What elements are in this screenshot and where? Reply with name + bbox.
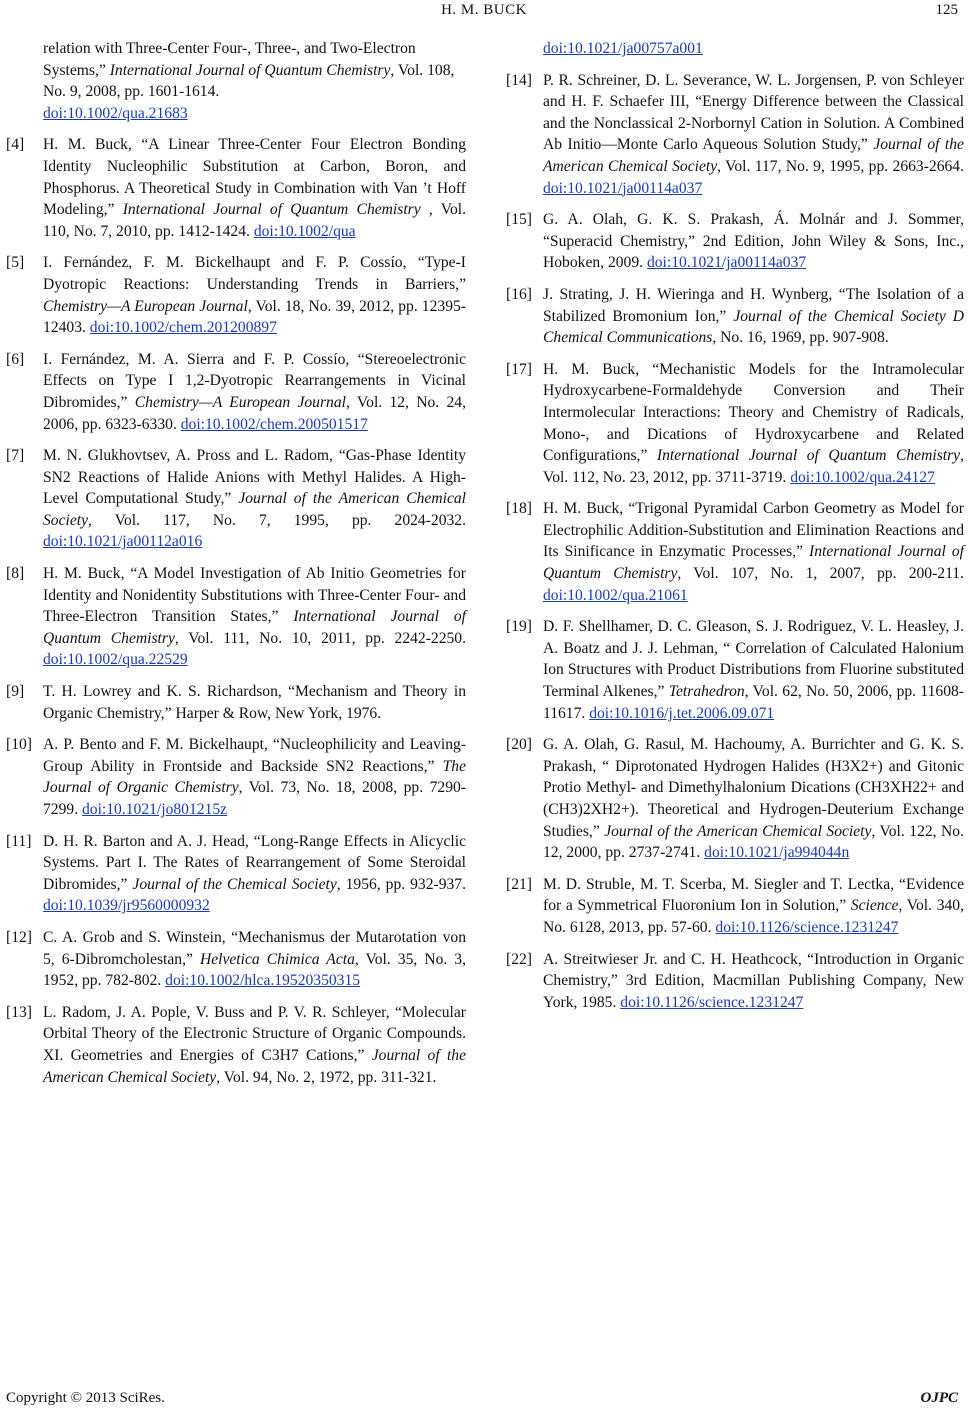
reference-item	[506, 359, 964, 489]
journal-name: Journal of the American Chemical Society	[604, 822, 872, 840]
reference-continuation	[506, 38, 964, 60]
reference-number: [5]	[6, 254, 25, 272]
journal-name: Journal of the American Chemical Society	[43, 490, 466, 529]
left-column	[6, 38, 466, 1098]
reference-text: A. P. Bento and F. M. Bickelhaupt, “Nucleophilicity and Leaving-Group Ability in Frontside and Backside SN2 Reactions,” The Journal of Organic Chemistry, Vol. 73, No. 18, 2008, pp. 7290-7299. doi:10.1021/jo801215z	[43, 736, 466, 818]
journal-name: The Journal of Organic Chemistry	[43, 757, 466, 797]
reference-number: [17]	[506, 360, 532, 378]
reference-item	[6, 1002, 466, 1088]
reference-text: H. M. Buck, “Mechanistic Models for the Intramolecular Hydroxycarbene-Formaldehyde Conversion and Their Intermolecular Interactions: Theory and Chemistry of Radicals, Mono-, and Dications of Hydroxycarbene and Related Configurations,” International Journal of Quantum Chemistry, Vol. 112, No. 23, 2012, pp. 3711-3719. doi:10.1002/qua.24127	[543, 360, 964, 486]
reference-text: D. H. R. Barton and A. J. Head, “Long-Range Effects in Alicyclic Systems. Part I. The Rates of Rearrangement of Some Steroidal Dibromides,” Journal of the Chemical Society, 1956, pp. 932-937. doi:10.1039/jr9560000932	[43, 832, 466, 915]
reference-list-right	[506, 70, 964, 1014]
reference-item	[506, 498, 964, 606]
reference-number: [18]	[506, 500, 532, 518]
reference-number: [14]	[506, 71, 532, 89]
reference-text: D. F. Shellhamer, D. C. Gleason, S. J. Rodriguez, V. L. Heasley, J. A. Boatz and J. J. Lehman, “ Correlation of Calculated Halonium Ion Structures with Product Distributions from Fluorine substituted Terminal Alkenes,” Tetrahedron, Vol. 62, No. 50, 2006, pp. 11608-11617. doi:10.1016/j.tet.2006.09.071	[543, 618, 964, 722]
journal-name: Journal of the American Chemical Society	[543, 136, 964, 175]
reference-item	[6, 831, 466, 917]
doi-link[interactable]: doi:10.1021/ja00114a037	[646, 254, 807, 272]
reference-number: [15]	[506, 211, 532, 229]
reference-text: M. N. Glukhovtsev, A. Pross and L. Radom, “Gas-Phase Identity SN2 Reactions of Halide Anions with Methyl Halides. A High-Level Computational Study,” Journal of the American Chemical Society, Vol. 117, No. 7, 1995, pp. 2024-2032. doi:10.1021/ja00112a016	[43, 447, 466, 551]
journal-name: International Journal of Quantum Chemistry	[543, 543, 964, 583]
reference-item	[6, 563, 466, 671]
reference-item	[506, 874, 964, 939]
reference-text: T. H. Lowrey and K. S. Richardson, “Mechanism and Theory in Organic Chemistry,” Harper & Row, New York, 1976.	[43, 683, 466, 722]
journal-name: Helvetica Chimica Acta	[199, 950, 355, 968]
reference-number: [6]	[6, 350, 25, 368]
reference-item	[6, 134, 466, 242]
journal-name: Journal of the American Chemical Society	[43, 1046, 466, 1086]
reference-number: [11]	[6, 832, 32, 850]
reference-text: H. M. Buck, “A Linear Three-Center Four Electron Bonding Identity Nucleophilic Substitution at Carbon, Boron, and Phosphorus. A Theoretical Study in Combination with Van ’t Hoff Modeling,” International Journal of Quantum Chemistry , Vol. 110, No. 7, 2010, pp. 1412-1424. doi:10.1002/qua	[43, 136, 466, 240]
doi-link[interactable]: doi:10.1021/ja00112a016	[43, 533, 203, 551]
journal-name: Journal of the Chemical Society D Chemical Communications	[543, 307, 964, 347]
reference-text: C. A. Grob and S. Winstein, “Mechanismus der Mutarotation von 5, 6-Dibromcholestan,” Helvetica Chimica Acta, Vol. 35, No. 3, 1952, pp. 782-802. doi:10.1002/hlca.19520350315	[43, 928, 466, 990]
doi-link[interactable]: doi:10.1126/science.1231247	[620, 993, 804, 1011]
reference-item	[506, 70, 964, 200]
reference-text: I. Fernández, F. M. Bickelhaupt and F. P. Cossío, “Type-I Dyotropic Reactions: Understanding Trends in Barriers,” Chemistry—A European Journal, Vol. 18, No. 39, 2012, pp. 12395-12403. doi:10.1002/chem.201200897	[43, 254, 466, 337]
reference-text: A. Streitwieser Jr. and C. H. Heathcock, “Introduction in Organic Chemistry,” 3rd Edition, Macmillan Publishing Company, New York, 1985. doi:10.1126/science.1231247	[543, 950, 964, 1011]
doi-link[interactable]: doi:10.1002/qua.22529	[43, 651, 188, 669]
doi-link[interactable]: doi:10.1002/chem.201200897	[89, 319, 277, 337]
doi-link[interactable]: doi:10.1002/qua.21683	[43, 104, 188, 122]
reference-number: [10]	[6, 736, 32, 754]
reference-item	[506, 209, 964, 274]
reference-text: G. A. Olah, G. Rasul, M. Hachoumy, A. Burrichter and G. K. S. Prakash, “ Diprotonated Hydrogen Halides (H3X2+) and Gitonic Protio Methyl- and Dimethylhalonium Dications (CH3XH22+ and (CH3)2XH2+). Theoretical and Hydrogen-Deuterium Exchange Studies,” Journal of the American Chemical Society, Vol. 122, No. 12, 2000, pp. 2737-2741. doi:10.1021/ja994044n	[543, 736, 964, 862]
doi-link[interactable]: doi:10.1002/qua	[253, 222, 356, 240]
journal-name: Tetrahedron	[668, 683, 745, 701]
reference-number: [8]	[6, 565, 25, 583]
doi-link[interactable]: doi:10.1002/qua.21061	[543, 586, 688, 604]
reference-number: [12]	[6, 928, 32, 946]
reference-item	[6, 927, 466, 992]
reference-number: [9]	[6, 683, 25, 701]
reference-item	[506, 734, 964, 864]
page-header	[0, 0, 968, 24]
reference-text: M. D. Struble, M. T. Scerba, M. Siegler and T. Lectka, “Evidence for a Symmetrical Fluoronium Ion in Solution,” Science, Vol. 340, No. 6128, 2013, pp. 57-60. doi:10.1126/science.1231247	[543, 875, 965, 936]
reference-list-left	[6, 134, 466, 1088]
reference-text: H. M. Buck, “Trigonal Pyramidal Carbon Geometry as Model for Electrophilic Addition-Substitution and Elimination Reactions and Its Sinificance in Enzymatic Processes,” International Journal of Quantum Chemistry, Vol. 107, No. 1, 2007, pp. 200-211. doi:10.1002/qua.21061	[543, 500, 965, 604]
right-column	[506, 38, 964, 1023]
reference-item	[506, 949, 964, 1014]
reference-text: P. R. Schreiner, D. L. Severance, W. L. Jorgensen, P. von Schleyer and H. F. Schaefer III, “Energy Difference between the Classical and the Nonclassical 2-Norbornyl Cation in Solution. A Combined Ab Initio—Monte Carlo Aqueous Solution Study,” Journal of the American Chemical Society, Vol. 117, No. 9, 1995, pp. 2663-2664. doi:10.1021/ja00114a037	[543, 71, 964, 197]
reference-number: [4]	[6, 136, 25, 154]
doi-link[interactable]: doi:10.1002/chem.200501517	[180, 415, 368, 433]
reference-text: L. Radom, J. A. Pople, V. Buss and P. V. R. Schleyer, “Molecular Orbital Theory of the Electronic Structure of Organic Compounds. XI. Geometries and Energies of C3H7 Cations,” Journal of the American Chemical Society, Vol. 94, No. 2, 1972, pp. 311-321.	[43, 1003, 466, 1086]
page-footer	[0, 1386, 968, 1414]
journal-name: Chemistry—A European Journal	[43, 297, 248, 315]
doi-link[interactable]: doi:10.1021/jo801215z	[81, 801, 228, 818]
reference-text: G. A. Olah, G. K. S. Prakash, Á. Molnár and J. Sommer, “Superacid Chemistry,” 2nd Edition, John Wiley & Sons, Inc., Hoboken, 2009. doi:10.1021/ja00114a037	[543, 211, 964, 272]
reference-item	[506, 284, 964, 349]
doi-link[interactable]: doi:10.1016/j.tet.2006.09.071	[589, 704, 775, 722]
reference-number: [20]	[506, 736, 532, 754]
reference-item	[506, 616, 964, 724]
reference-number: [16]	[506, 285, 532, 303]
doi-link[interactable]: doi:10.1021/ja00114a037	[543, 179, 703, 197]
doi-link[interactable]: doi:10.1039/jr9560000932	[43, 897, 210, 915]
reference-continuation: relation with Three-Center Four-, Three-, and Two-Electron Systems,” International Journal of Quantum Chemistry, Vol. 108, No. 9, 2008, pp. 1601-1614. doi:10.1002/qua.21683	[43, 40, 455, 122]
reference-number: [21]	[506, 875, 532, 893]
reference-number: [7]	[6, 447, 25, 465]
reference-item	[6, 445, 466, 553]
journal-name: Chemistry—A European Journal	[134, 393, 346, 411]
page-number: 125	[935, 2, 958, 18]
journal-name: International Journal of Quantum Chemistry	[43, 608, 467, 647]
journal-name: Journal of the Chemical Society	[132, 875, 337, 893]
doi-link[interactable]: doi:10.1002/hlca.19520350315	[165, 972, 361, 990]
doi-link[interactable]: doi:10.1126/science.1231247	[715, 918, 899, 936]
journal-name: Science	[850, 897, 899, 915]
journal-name: International Journal of Quantum Chemistry	[122, 201, 421, 219]
reference-item	[6, 349, 466, 435]
reference-item	[6, 681, 466, 724]
reference-text: H. M. Buck, “A Model Investigation of Ab Initio Geometries for Identity and Nonidentity Substitutions with Three-Center Four- and Three-Electron Transition States,” International Journal of Quantum Chemistry, Vol. 111, No. 10, 2011, pp. 2242-2250. doi:10.1002/qua.22529	[43, 565, 467, 669]
reference-number: [19]	[506, 618, 532, 636]
reference-item	[6, 734, 466, 820]
copyright-notice: Copyright © 2013 SciRes.	[6, 1390, 165, 1406]
journal-name: International Journal of Quantum Chemistry	[656, 447, 961, 465]
reference-number: [13]	[6, 1003, 32, 1021]
doi-link[interactable]: doi:10.1021/ja994044n	[704, 844, 850, 862]
running-title: H. M. BUCK	[441, 2, 527, 18]
reference-text: I. Fernández, M. A. Sierra and F. P. Cossío, “Stereoelectronic Effects on Type I 1,2-Dyotropic Rearrangements in Vicinal Dibromides,” Chemistry—A European Journal, Vol. 12, No. 24, 2006, pp. 6323-6330. doi:10.1002/chem.200501517	[43, 350, 466, 433]
reference-item	[6, 252, 466, 338]
doi-link[interactable]: doi:10.1002/qua.24127	[790, 468, 935, 486]
reference-number: [22]	[506, 950, 532, 968]
journal-abbrev: OJPC	[920, 1390, 958, 1406]
reference-text: J. Strating, J. H. Wieringa and H. Wynberg, “The Isolation of a Stabilized Bromonium Ion,” Journal of the Chemical Society D Chemical Communications, No. 16, 1969, pp. 907-908.	[543, 285, 964, 347]
doi-link[interactable]: doi:10.1021/ja00757a001	[543, 40, 703, 57]
